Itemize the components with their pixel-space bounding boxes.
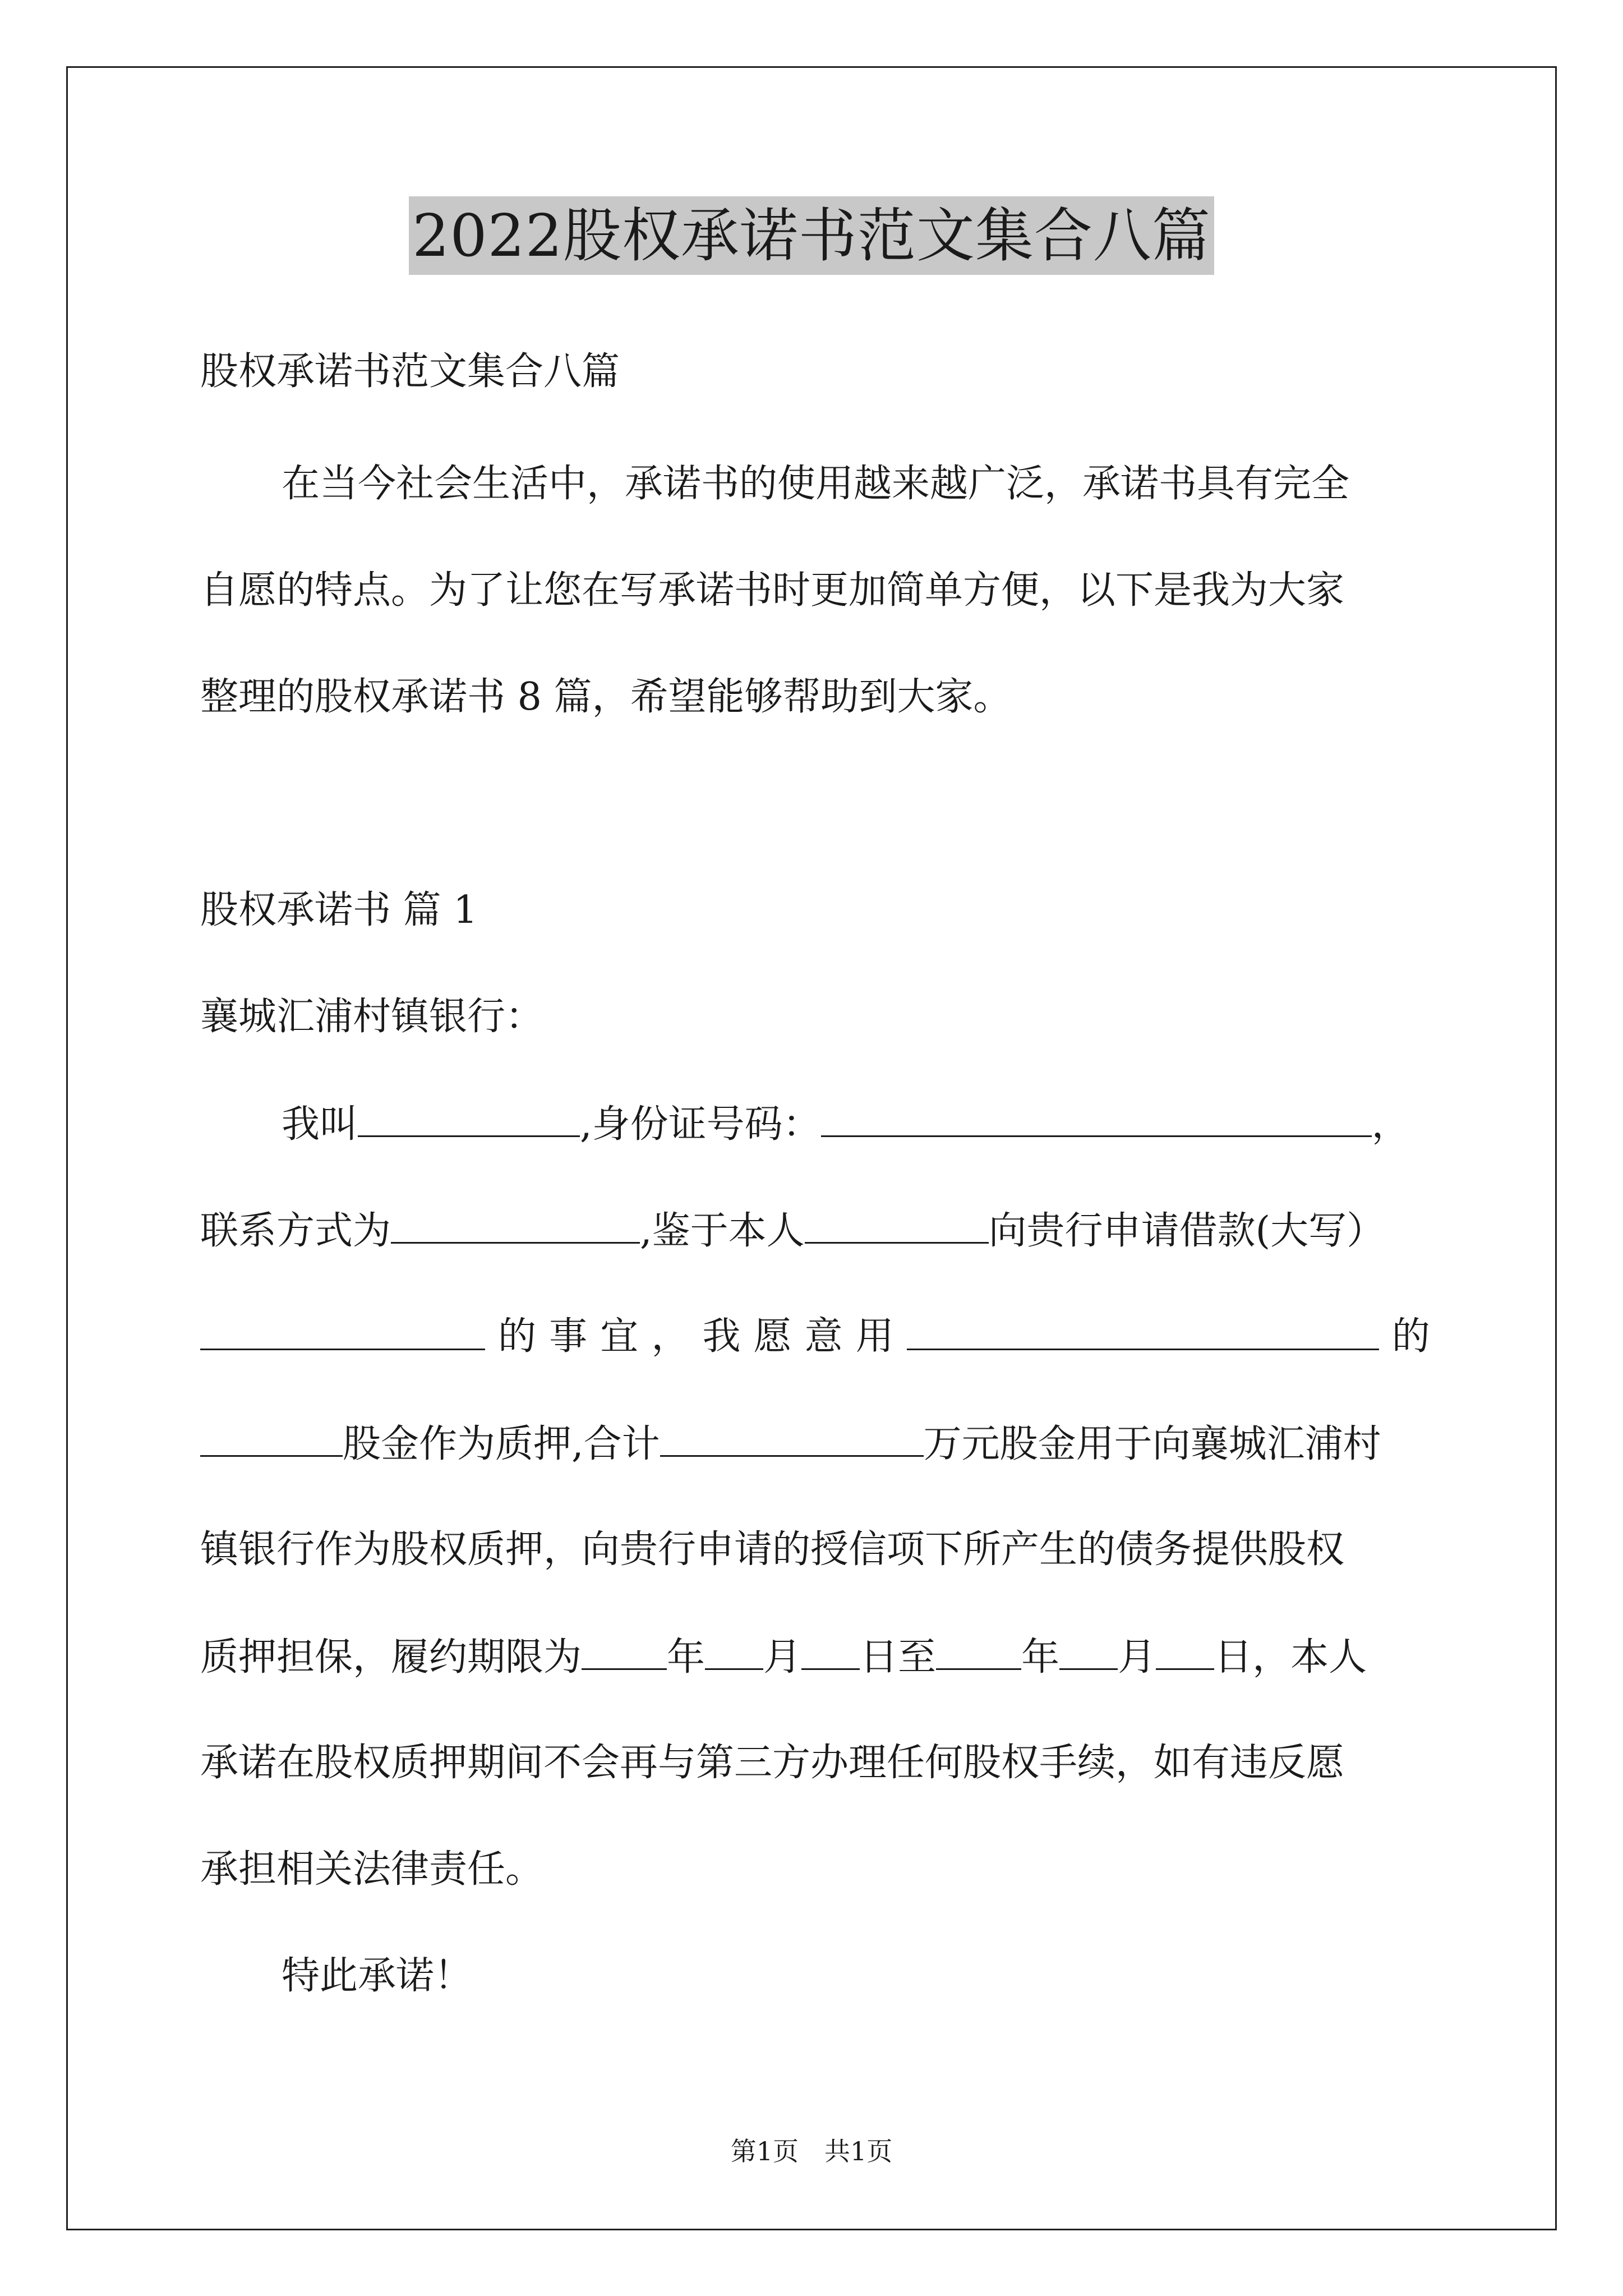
text-fragment: 的 [498, 1314, 537, 1359]
start-day-blank [801, 1631, 860, 1670]
equity-type-blank [200, 1418, 343, 1457]
letter-line-6 [200, 1631, 1434, 1683]
text-fragment: 质押担保，履约期限为 [200, 1635, 582, 1680]
start-year-blank [582, 1631, 667, 1670]
self-blank [805, 1205, 989, 1244]
page-footer [0, 2134, 1623, 2168]
loan-amount-blank [200, 1312, 485, 1350]
contact-blank [391, 1205, 640, 1244]
title-wrapper [0, 196, 1623, 275]
letter-line-1 [282, 1098, 1434, 1150]
letter-line-3 [200, 1312, 1430, 1362]
text-fragment: 月 [763, 1635, 802, 1680]
text-fragment: 事 [549, 1314, 588, 1359]
section-heading: 股权承诺书 篇 1 [200, 888, 478, 932]
text-fragment: 日至 [860, 1635, 937, 1680]
text-fragment: 联系方式为 [200, 1209, 391, 1253]
text-fragment: 我 [702, 1314, 741, 1359]
text-fragment: ， [651, 1314, 690, 1359]
letter-line-4 [200, 1418, 1434, 1470]
id-number-blank [821, 1098, 1372, 1137]
intro-line-1: 在当今社会生活中，承诺书的使用越来越广泛，承诺书具有完全 [282, 462, 1350, 506]
total-blank [660, 1418, 924, 1457]
intro-line-2: 自愿的特点。为了让您在写承诺书时更加简单方便，以下是我为大家 [200, 568, 1345, 613]
start-month-blank [705, 1631, 763, 1670]
text-fragment: 万元股金用于向襄城汇浦村 [923, 1422, 1381, 1466]
text-fragment: 年 [667, 1635, 706, 1680]
text-fragment: 宜 [600, 1314, 639, 1359]
text-fragment: ,鉴于本人 [640, 1209, 805, 1253]
name-blank [358, 1098, 580, 1137]
end-year-blank [936, 1631, 1021, 1670]
closing-line: 特此承诺！ [282, 1954, 473, 1998]
page-number: 第1页 [730, 2136, 799, 2166]
letter-line-8: 承担相关法律责任。 [200, 1847, 544, 1892]
text-fragment: 股金作为质押,合计 [343, 1422, 660, 1466]
page-total: 共1页 [824, 2136, 893, 2166]
text-fragment: 意 [804, 1314, 843, 1359]
document-title: 2022股权承诺书范文集合八篇 [409, 196, 1214, 275]
intro-line-3: 整理的股权承诺书 8 篇，希望能够帮助到大家。 [200, 675, 1012, 719]
text-fragment: 月 [1118, 1635, 1156, 1680]
text-fragment: ,身份证号码： [580, 1102, 821, 1147]
text-fragment: 我叫 [282, 1102, 358, 1147]
document-subtitle: 股权承诺书范文集合八篇 [200, 349, 620, 394]
text-fragment: 愿 [753, 1314, 792, 1359]
text-fragment: 年 [1021, 1635, 1060, 1680]
letter-line-7: 承诺在股权质押期间不会再与第三方办理任何股权手续，如有违反愿 [200, 1741, 1345, 1785]
letter-line-2 [200, 1205, 1434, 1257]
text-fragment: 日，本人 [1214, 1635, 1367, 1680]
letter-line-5: 镇银行作为股权质押，向贵行申请的授信项下所产生的债务提供股权 [200, 1527, 1345, 1572]
end-month-blank [1059, 1631, 1118, 1670]
text-fragment: 用 [855, 1314, 894, 1359]
text-fragment: 的 [1391, 1314, 1430, 1359]
addressee: 襄城汇浦村镇银行： [200, 995, 544, 1039]
text-fragment: ， [1371, 1102, 1410, 1147]
text-fragment: 向贵行申请借款(大写） [988, 1209, 1385, 1253]
equity-holder-blank [907, 1312, 1379, 1350]
end-day-blank [1156, 1631, 1214, 1670]
